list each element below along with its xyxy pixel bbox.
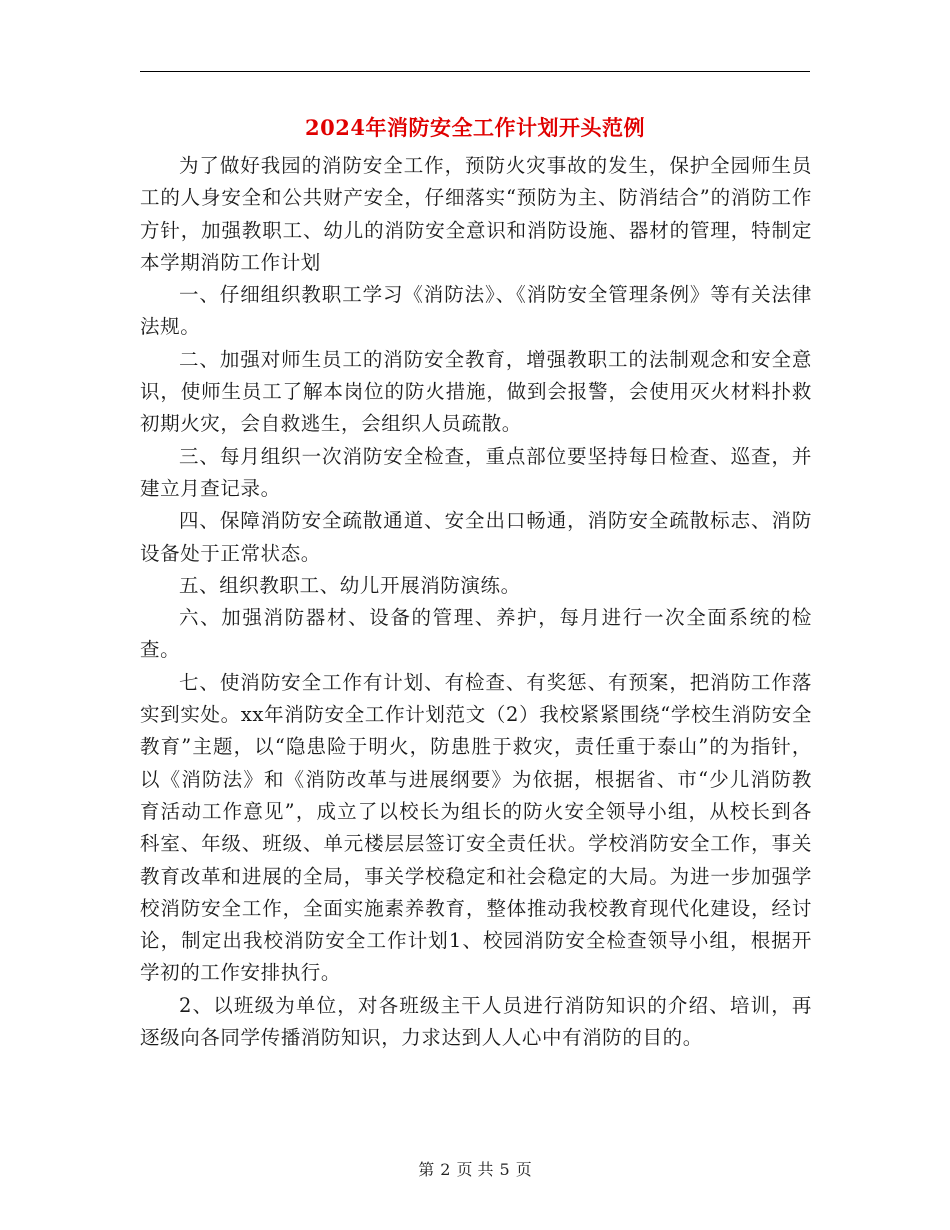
paragraph-item-4: 四、保障消防安全疏散通道、安全出口畅通，消防安全疏散标志、消防设备处于正常状态。 xyxy=(140,509,812,565)
footer-prefix: 第 xyxy=(418,1160,435,1179)
paragraph-school-2: 2、以班级为单位，对各班级主干人员进行消防知识的介绍、培训，再逐级向各同学传播消防知识，力求达到人人心中有消防的目的。 xyxy=(140,993,812,1050)
paragraph-item-1: 一、仔细组织教职工学习《消防法》、《消防安全管理条例》等有关法律法规。 xyxy=(140,283,812,339)
footer-total-pages: 5 xyxy=(499,1160,510,1179)
document-title: 2024年消防安全工作计划开头范例 xyxy=(305,115,645,140)
paragraph-item-5: 五、组织教职工、幼儿开展消防演练。 xyxy=(179,573,521,597)
paragraph-item-7: 七、使消防安全工作有计划、有检查、有奖惩、有预案，把消防工作落实到实处。xx年消防安全工作计划范文（2）我校紧紧围绕“学校生消防安全教育”主题，以“隐患险于明火，防患胜于救灾，责任重于泰山”的为指针，以《消防法》和《消防改革与进展纲要》为依据，根据省、市“少儿消防教育活动工作意见”，成立了以校长为组长的防火安全领导小组，从校长到各科室、年级、班级、单元楼层层签订安全责任状。学校消防安全工作，事关教育改革和进展的全局，事关学校稳定和社会稳定的大局。为进一步加强学校消防安全工作，全面实施素养教育，整体推动我校教育现代化建设，经讨论，制定出我校消防安全工作计划1、校园消防安全检查领导小组，根据开学初的工作安排执行。 xyxy=(140,670,812,985)
header-rule xyxy=(140,71,810,72)
paragraph-item-6: 六、加强消防器材、设备的管理、养护，每月进行一次全面系统的检查。 xyxy=(140,606,812,662)
paragraph-item-2: 二、加强对师生员工的消防安全教育，增强教职工的法制观念和安全意识，使师生员工了解本岗位的防火措施，做到会报警，会使用灭火材料扑救初期火灾，会自救逃生，会组织人员疏散。 xyxy=(140,347,812,436)
document-body xyxy=(140,150,812,1054)
page-footer xyxy=(0,1157,950,1180)
paragraph-item-3: 三、每月组织一次消防安全检查，重点部位要坚持每日检查、巡查，并建立月查记录。 xyxy=(140,444,812,500)
footer-middle: 页 共 xyxy=(456,1160,494,1179)
footer-page-number: 2 xyxy=(440,1160,451,1179)
footer-suffix: 页 xyxy=(515,1160,532,1179)
paragraph-intro: 为了做好我园的消防安全工作，预防火灾事故的发生，保护全园师生员工的人身安全和公共财产安全，仔细落实“预防为主、防消结合”的消防工作方针，加强教职工、幼儿的消防安全意识和消防设施、器材的管理，特制定本学期消防工作计划 xyxy=(140,154,812,274)
